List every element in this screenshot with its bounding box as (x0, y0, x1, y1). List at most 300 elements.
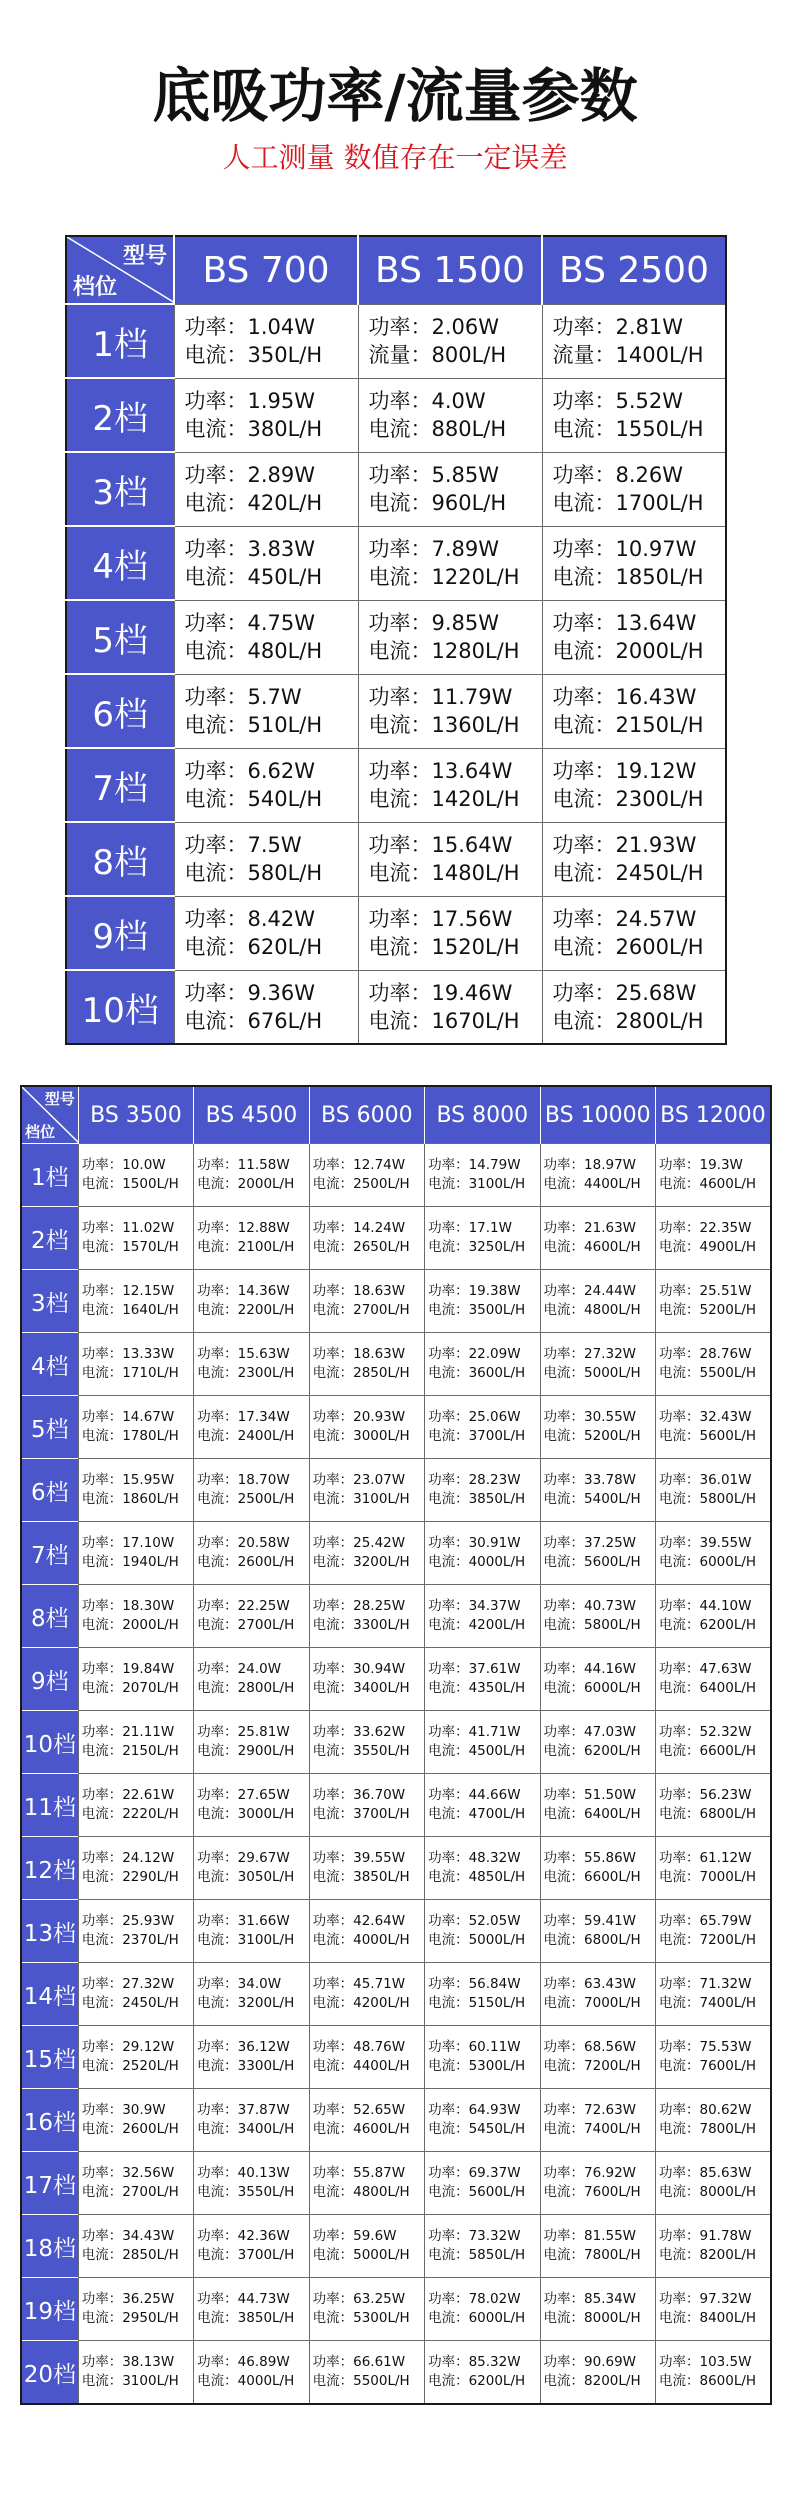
flow-value: 电流：4900L/H (658, 1239, 757, 1255)
flow-value: 电流：5000L/H (312, 2247, 410, 2263)
param-cell (425, 2278, 540, 2341)
param-cell (540, 1396, 655, 1459)
param-cell (655, 1270, 771, 1333)
power-value: 功率：42.36W (197, 2228, 290, 2244)
param-cell (542, 452, 726, 526)
flow-value: 电流：2600L/H (197, 1554, 295, 1570)
power-value: 功率：61.12W (658, 1850, 752, 1866)
flow-value: 电流：8200L/H (543, 2373, 641, 2389)
param-cell (194, 1711, 309, 1774)
param-cell (194, 2278, 309, 2341)
power-value: 功率：36.25W (81, 2291, 175, 2307)
power-value: 功率：34.37W (428, 1598, 521, 1614)
flow-value: 电流：7000L/H (658, 1869, 757, 1885)
flow-value: 电流：5300L/H (428, 2058, 526, 2074)
power-value: 功率：2.81W (552, 315, 684, 339)
power-value: 功率：18.97W (543, 1157, 637, 1173)
param-cell (542, 822, 726, 896)
flow-value: 电流：580L/H (184, 861, 323, 885)
table-row (21, 1459, 771, 1522)
param-cell (542, 674, 726, 748)
table-row (66, 970, 726, 1044)
flow-value: 电流：2000L/H (552, 639, 704, 663)
param-cell (78, 1270, 193, 1333)
flow-value: 电流：4400L/H (312, 2058, 410, 2074)
param-cell (358, 600, 542, 674)
power-value: 功率：37.61W (428, 1661, 521, 1677)
power-value: 功率：48.32W (428, 1850, 521, 1866)
flow-value: 电流：2000L/H (81, 1617, 179, 1633)
flow-value: 电流：2950L/H (81, 2310, 179, 2326)
flow-value: 电流：6200L/H (428, 2373, 526, 2389)
param-cell (358, 304, 542, 378)
power-value: 功率：37.87W (197, 2102, 290, 2118)
flow-value: 电流：4000L/H (428, 1554, 526, 1570)
flow-value: 电流：3500L/H (428, 1302, 526, 1318)
table-row (66, 526, 726, 600)
param-cell (425, 1774, 540, 1837)
param-cell (540, 1333, 655, 1396)
gear-label: 9档 (66, 896, 174, 970)
param-cell (78, 1963, 193, 2026)
power-value: 功率：40.73W (543, 1598, 637, 1614)
param-cell (309, 1711, 424, 1774)
param-cell (542, 970, 726, 1044)
flow-value: 电流：3000L/H (197, 1806, 295, 1822)
flow-value: 电流：4000L/H (197, 2373, 295, 2389)
power-value: 功率：21.63W (543, 1220, 637, 1236)
flow-value: 电流：2300L/H (552, 787, 704, 811)
model-header: BS 8000 (425, 1086, 540, 1144)
flow-value: 电流：540L/H (184, 787, 323, 811)
flow-value: 电流：3100L/H (428, 1176, 526, 1192)
power-value: 功率：17.10W (81, 1535, 175, 1551)
gear-label: 5档 (21, 1396, 78, 1459)
flow-value: 电流：2370L/H (81, 1932, 179, 1948)
flow-value: 电流：4400L/H (543, 1176, 641, 1192)
power-value: 功率：25.81W (197, 1724, 290, 1740)
param-cell (194, 1207, 309, 1270)
power-value: 功率：76.92W (543, 2165, 637, 2181)
flow-value: 电流：3000L/H (312, 1428, 410, 1444)
flow-value: 电流：2500L/H (197, 1491, 295, 1507)
model-header: BS 1500 (358, 236, 542, 304)
power-value: 功率：7.89W (368, 537, 500, 561)
flow-value: 电流：8000L/H (658, 2184, 757, 2200)
flow-value: 电流：7600L/H (658, 2058, 757, 2074)
param-cell (194, 1900, 309, 1963)
flow-value: 电流：2850L/H (312, 1365, 410, 1381)
flow-value: 电流：5850L/H (428, 2247, 526, 2263)
param-cell (194, 2152, 309, 2215)
flow-value: 电流：3200L/H (312, 1554, 410, 1570)
param-cell (542, 896, 726, 970)
param-cell (358, 896, 542, 970)
power-value: 功率：41.71W (428, 1724, 521, 1740)
flow-value: 电流：3100L/H (197, 1932, 295, 1948)
flow-value: 电流：1640L/H (81, 1302, 179, 1318)
table-row (21, 1711, 771, 1774)
power-value: 功率：22.61W (81, 1787, 175, 1803)
param-cell (78, 1207, 193, 1270)
power-value: 功率：37.25W (543, 1535, 637, 1551)
flow-value: 电流：4500L/H (428, 1743, 526, 1759)
flow-value: 电流：1700L/H (552, 491, 704, 515)
flow-value: 电流：7400L/H (543, 2121, 641, 2137)
power-value: 功率：16.43W (552, 685, 697, 709)
flow-value: 电流：1360L/H (368, 713, 520, 737)
power-value: 功率：91.78W (658, 2228, 752, 2244)
power-value: 功率：68.56W (543, 2039, 637, 2055)
power-value: 功率：33.62W (312, 1724, 406, 1740)
param-cell (174, 378, 358, 452)
table-row (66, 452, 726, 526)
flow-value: 电流：3300L/H (197, 2058, 295, 2074)
flow-value: 电流：3550L/H (312, 1743, 410, 1759)
flow-value: 电流：1940L/H (81, 1554, 179, 1570)
flow-value: 流量：1400L/H (552, 343, 704, 367)
param-cell (194, 1522, 309, 1585)
power-value: 功率：42.64W (312, 1913, 406, 1929)
param-cell (309, 1963, 424, 2026)
power-value: 功率：22.09W (428, 1346, 521, 1362)
power-value: 功率：25.42W (312, 1535, 406, 1551)
gear-label: 19档 (21, 2278, 78, 2341)
table-row (66, 674, 726, 748)
power-value: 功率：11.79W (368, 685, 513, 709)
flow-value: 电流：3600L/H (428, 1365, 526, 1381)
flow-value: 电流：4850L/H (428, 1869, 526, 1885)
flow-value: 电流：1670L/H (368, 1008, 520, 1033)
model-header: BS 12000 (655, 1086, 771, 1144)
power-value: 功率：19.84W (81, 1661, 175, 1677)
power-value: 功率：20.93W (312, 1409, 406, 1425)
table-row (66, 896, 726, 970)
param-cell (425, 1144, 540, 1207)
model-header: BS 3500 (78, 1086, 193, 1144)
param-cell (309, 2278, 424, 2341)
flow-value: 电流：2800L/H (197, 1680, 295, 1696)
flow-value: 电流：2850L/H (81, 2247, 179, 2263)
param-cell (425, 1396, 540, 1459)
flow-value: 电流：2450L/H (552, 861, 704, 885)
power-value: 功率：32.56W (81, 2165, 175, 2181)
power-value: 功率：19.46W (368, 980, 513, 1005)
power-value: 功率：39.55W (312, 1850, 406, 1866)
corner-gear-label: 档位 (25, 1123, 56, 1141)
model-header: BS 2500 (542, 236, 726, 304)
param-cell (78, 2026, 193, 2089)
flow-value: 流量：800L/H (368, 343, 507, 367)
flow-value: 电流：880L/H (368, 417, 507, 441)
flow-value: 电流：5600L/H (658, 1428, 757, 1444)
power-value: 功率：72.63W (543, 2102, 637, 2118)
power-value: 功率：21.93W (552, 833, 697, 857)
param-cell (78, 1648, 193, 1711)
flow-value: 电流：1220L/H (368, 565, 520, 589)
power-value: 功率：47.63W (658, 1661, 752, 1677)
power-value: 功率：44.73W (197, 2291, 290, 2307)
flow-value: 电流：4200L/H (312, 1995, 410, 2011)
flow-value: 电流：5500L/H (312, 2373, 410, 2389)
flow-value: 电流：8200L/H (658, 2247, 757, 2263)
gear-label: 18档 (21, 2215, 78, 2278)
power-value: 功率：27.65W (197, 1787, 290, 1803)
param-cell (78, 1144, 193, 1207)
flow-value: 电流：5400L/H (543, 1491, 641, 1507)
param-cell (78, 2215, 193, 2278)
gear-label: 6档 (21, 1459, 78, 1522)
param-cell (655, 2215, 771, 2278)
flow-value: 电流：3100L/H (312, 1491, 410, 1507)
flow-value: 电流：5450L/H (428, 2121, 526, 2137)
param-cell (309, 1774, 424, 1837)
flow-value: 电流：6600L/H (543, 1869, 641, 1885)
flow-value: 电流：1500L/H (81, 1176, 179, 1192)
param-cell (425, 1459, 540, 1522)
flow-value: 电流：5200L/H (658, 1302, 757, 1318)
param-cell (309, 1207, 424, 1270)
param-cell (542, 304, 726, 378)
param-cell (194, 1270, 309, 1333)
power-value: 功率：4.0W (368, 389, 486, 413)
power-value: 功率：48.76W (312, 2039, 406, 2055)
flow-value: 电流：2200L/H (197, 1302, 295, 1318)
flow-value: 电流：2150L/H (81, 1743, 179, 1759)
param-cell (309, 2215, 424, 2278)
flow-value: 电流：4600L/H (312, 2121, 410, 2137)
flow-value: 电流：6000L/H (428, 2310, 526, 2326)
param-cell (358, 748, 542, 822)
flow-value: 电流：2220L/H (81, 1806, 179, 1822)
power-value: 功率：52.05W (428, 1913, 521, 1929)
flow-value: 电流：450L/H (184, 565, 323, 589)
flow-value: 电流：6400L/H (658, 1680, 757, 1696)
param-cell (655, 1963, 771, 2026)
power-value: 功率：14.67W (81, 1409, 175, 1425)
power-value: 功率：80.62W (658, 2102, 752, 2118)
flow-value: 电流：1710L/H (81, 1365, 179, 1381)
power-value: 功率：9.36W (184, 980, 316, 1005)
flow-value: 电流：3400L/H (197, 2121, 295, 2137)
param-cell (425, 1900, 540, 1963)
flow-value: 电流：4350L/H (428, 1680, 526, 1696)
power-value: 功率：19.12W (552, 759, 697, 783)
flow-value: 电流：6200L/H (543, 1743, 641, 1759)
power-value: 功率：10.0W (81, 1157, 166, 1173)
gear-label: 12档 (21, 1837, 78, 1900)
power-value: 功率：75.53W (658, 2039, 752, 2055)
flow-value: 电流：2300L/H (197, 1365, 295, 1381)
flow-value: 电流：2500L/H (312, 1176, 410, 1192)
param-cell (540, 1270, 655, 1333)
power-value: 功率：63.25W (312, 2291, 406, 2307)
param-cell (194, 1333, 309, 1396)
table-row (66, 600, 726, 674)
flow-value: 电流：4800L/H (312, 2184, 410, 2200)
power-value: 功率：21.11W (81, 1724, 175, 1740)
power-value: 功率：13.64W (552, 611, 697, 635)
model-header: BS 10000 (540, 1086, 655, 1144)
flow-value: 电流：1280L/H (368, 639, 520, 663)
power-value: 功率：32.43W (658, 1409, 752, 1425)
gear-label: 6档 (66, 674, 174, 748)
param-cell (309, 2089, 424, 2152)
flow-value: 电流：480L/H (184, 639, 323, 663)
param-cell (78, 2089, 193, 2152)
flow-value: 电流：5600L/H (543, 1554, 641, 1570)
power-value: 功率：73.32W (428, 2228, 521, 2244)
param-cell (540, 1900, 655, 1963)
power-value: 功率：55.87W (312, 2165, 406, 2181)
gear-label: 3档 (21, 1270, 78, 1333)
flow-value: 电流：6800L/H (658, 1806, 757, 1822)
param-cell (542, 378, 726, 452)
gear-label: 14档 (21, 1963, 78, 2026)
gear-label: 2档 (21, 1207, 78, 1270)
param-cell (540, 1711, 655, 1774)
power-value: 功率：8.42W (184, 907, 316, 931)
power-value: 功率：85.63W (658, 2165, 752, 2181)
power-value: 功率：5.85W (368, 463, 500, 487)
power-value: 功率：24.44W (543, 1283, 637, 1299)
flow-value: 电流：3250L/H (428, 1239, 526, 1255)
flow-value: 电流：2100L/H (197, 1239, 295, 1255)
param-cell (309, 1585, 424, 1648)
power-value: 功率：4.75W (184, 611, 316, 635)
params-table-large (20, 1085, 772, 2405)
power-value: 功率：46.89W (197, 2354, 290, 2370)
power-value: 功率：22.25W (197, 1598, 290, 1614)
flow-value: 电流：620L/H (184, 935, 323, 959)
table-row (21, 2341, 771, 2405)
param-cell (655, 1144, 771, 1207)
flow-value: 电流：5800L/H (543, 1617, 641, 1633)
param-cell (78, 2341, 193, 2405)
flow-value: 电流：5000L/H (543, 1365, 641, 1381)
power-value: 功率：65.79W (658, 1913, 752, 1929)
power-value: 功率：59.41W (543, 1913, 637, 1929)
param-cell (425, 1711, 540, 1774)
param-cell (540, 2026, 655, 2089)
param-cell (540, 1459, 655, 1522)
flow-value: 电流：7000L/H (543, 1995, 641, 2011)
flow-value: 电流：2700L/H (81, 2184, 179, 2200)
param-cell (174, 970, 358, 1044)
table-row (21, 1837, 771, 1900)
param-cell (655, 1459, 771, 1522)
power-value: 功率：18.70W (197, 1472, 290, 1488)
param-cell (309, 1459, 424, 1522)
param-cell (174, 748, 358, 822)
param-cell (540, 2278, 655, 2341)
flow-value: 电流：4800L/H (543, 1302, 641, 1318)
param-cell (309, 1648, 424, 1711)
gear-label: 2档 (66, 378, 174, 452)
param-cell (174, 304, 358, 378)
power-value: 功率：14.24W (312, 1220, 406, 1236)
power-value: 功率：6.62W (184, 759, 316, 783)
power-value: 功率：25.93W (81, 1913, 175, 1929)
power-value: 功率：15.95W (81, 1472, 175, 1488)
flow-value: 电流：420L/H (184, 491, 323, 515)
page-subtitle: 人工测量 数值存在一定误差 (222, 141, 568, 174)
flow-value: 电流：4600L/H (658, 1176, 757, 1192)
table-row (21, 2278, 771, 2341)
params-table-small (65, 235, 727, 1045)
param-cell (309, 2341, 424, 2405)
flow-value: 电流：2600L/H (552, 935, 704, 959)
gear-label: 1档 (21, 1144, 78, 1207)
gear-label: 8档 (21, 1585, 78, 1648)
param-cell (358, 822, 542, 896)
param-cell (78, 1711, 193, 1774)
power-value: 功率：69.37W (428, 2165, 521, 2181)
param-cell (655, 1207, 771, 1270)
power-value: 功率：52.65W (312, 2102, 406, 2118)
flow-value: 电流：1480L/H (368, 861, 520, 885)
flow-value: 电流：2700L/H (197, 1617, 295, 1633)
power-value: 功率：25.68W (552, 980, 697, 1005)
flow-value: 电流：2800L/H (552, 1008, 704, 1033)
flow-value: 电流：5000L/H (428, 1932, 526, 1948)
power-value: 功率：78.02W (428, 2291, 521, 2307)
table-row (21, 1333, 771, 1396)
param-cell (309, 1144, 424, 1207)
param-cell (425, 1207, 540, 1270)
model-header: BS 700 (174, 236, 358, 304)
table-row (66, 748, 726, 822)
param-cell (540, 1522, 655, 1585)
param-cell (194, 1459, 309, 1522)
flow-value: 电流：2650L/H (312, 1239, 410, 1255)
param-cell (78, 1396, 193, 1459)
table-row (66, 378, 726, 452)
flow-value: 电流：3400L/H (312, 1680, 410, 1696)
param-cell (194, 1648, 309, 1711)
param-cell (358, 378, 542, 452)
param-cell (425, 2089, 540, 2152)
power-value: 功率：11.02W (81, 1220, 175, 1236)
param-cell (542, 526, 726, 600)
flow-value: 电流：5800L/H (658, 1491, 757, 1507)
power-value: 功率：66.61W (312, 2354, 406, 2370)
flow-value: 电流：676L/H (184, 1008, 323, 1033)
power-value: 功率：81.55W (543, 2228, 637, 2244)
param-cell (425, 2215, 540, 2278)
power-value: 功率：34.43W (81, 2228, 175, 2244)
param-cell (425, 2026, 540, 2089)
flow-value: 电流：4000L/H (312, 1932, 410, 1948)
power-value: 功率：18.30W (81, 1598, 175, 1614)
flow-value: 电流：2700L/H (312, 1302, 410, 1318)
flow-value: 电流：3850L/H (312, 1869, 410, 1885)
flow-value: 电流：380L/H (184, 417, 323, 441)
param-cell (540, 1648, 655, 1711)
power-value: 功率：14.79W (428, 1157, 521, 1173)
power-value: 功率：17.34W (197, 1409, 290, 1425)
power-value: 功率：27.32W (543, 1346, 637, 1362)
flow-value: 电流：4200L/H (428, 1617, 526, 1633)
flow-value: 电流：6000L/H (543, 1680, 641, 1696)
gear-label: 10档 (21, 1711, 78, 1774)
power-value: 功率：85.34W (543, 2291, 637, 2307)
param-cell (425, 1963, 540, 2026)
power-value: 功率：8.26W (552, 463, 684, 487)
power-value: 功率：2.06W (368, 315, 500, 339)
param-cell (540, 1774, 655, 1837)
flow-value: 电流：3100L/H (81, 2373, 179, 2389)
